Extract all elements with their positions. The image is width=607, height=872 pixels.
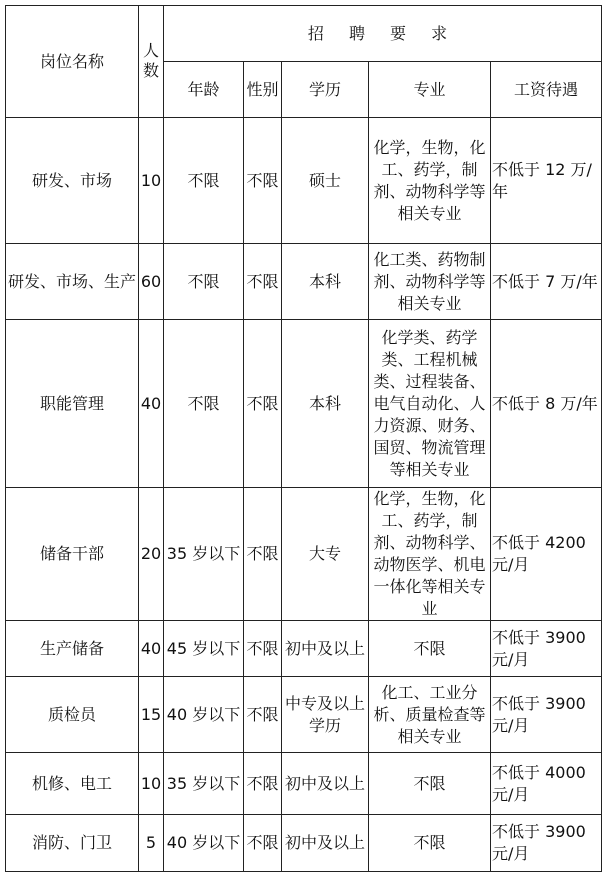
gender-header: 性别 [244, 62, 282, 118]
major-cell: 化学，生物，化工、药学，制剂、动物科学等相关专业 [369, 118, 491, 244]
table-row [6, 677, 602, 753]
age-cell: 35 岁以下 [164, 753, 244, 815]
position-cell: 研发、市场、生产 [6, 244, 139, 320]
salary-cell: 不低于 3900 元/月 [491, 815, 602, 872]
position-cell: 储备干部 [6, 488, 139, 621]
salary-cell: 不低于 4200 元/月 [491, 488, 602, 621]
salary-cell: 不低于 8 万/年 [491, 320, 602, 488]
header-row-top [6, 6, 602, 62]
gender-cell: 不限 [244, 815, 282, 872]
table-row [6, 488, 602, 621]
gender-cell: 不限 [244, 244, 282, 320]
salary-cell: 不低于 12 万/年 [491, 118, 602, 244]
education-cell: 中专及以上学历 [282, 677, 369, 753]
age-cell: 不限 [164, 320, 244, 488]
salary-header: 工资待遇 [491, 62, 602, 118]
salary-cell: 不低于 3900 元/月 [491, 677, 602, 753]
table-row [6, 320, 602, 488]
position-cell: 消防、门卫 [6, 815, 139, 872]
education-cell: 硕士 [282, 118, 369, 244]
position-cell: 机修、电工 [6, 753, 139, 815]
education-cell: 本科 [282, 244, 369, 320]
age-header: 年龄 [164, 62, 244, 118]
age-cell: 不限 [164, 244, 244, 320]
education-cell: 本科 [282, 320, 369, 488]
requirements-header: 招 聘 要 求 [164, 6, 602, 62]
table-row [6, 753, 602, 815]
count-cell: 10 [139, 118, 164, 244]
table-row [6, 118, 602, 244]
major-cell: 不限 [369, 815, 491, 872]
position-cell: 质检员 [6, 677, 139, 753]
gender-cell: 不限 [244, 488, 282, 621]
major-cell: 化工、工业分析、质量检查等相关专业 [369, 677, 491, 753]
major-cell: 不限 [369, 621, 491, 677]
age-cell: 35 岁以下 [164, 488, 244, 621]
education-cell: 大专 [282, 488, 369, 621]
gender-cell: 不限 [244, 118, 282, 244]
gender-cell: 不限 [244, 677, 282, 753]
position-cell: 研发、市场 [6, 118, 139, 244]
salary-cell: 不低于 3900 元/月 [491, 621, 602, 677]
major-header: 专业 [369, 62, 491, 118]
count-cell: 40 [139, 621, 164, 677]
age-cell: 45 岁以下 [164, 621, 244, 677]
education-cell: 初中及以上 [282, 753, 369, 815]
education-cell: 初中及以上 [282, 621, 369, 677]
salary-cell: 不低于 7 万/年 [491, 244, 602, 320]
count-cell: 5 [139, 815, 164, 872]
count-cell: 40 [139, 320, 164, 488]
position-cell: 生产储备 [6, 621, 139, 677]
table-row [6, 621, 602, 677]
count-cell: 60 [139, 244, 164, 320]
age-cell: 不限 [164, 118, 244, 244]
gender-cell: 不限 [244, 621, 282, 677]
headcount-header: 人数 [139, 6, 164, 118]
table-row [6, 244, 602, 320]
table-body [6, 6, 602, 872]
count-cell: 20 [139, 488, 164, 621]
table-row [6, 815, 602, 872]
recruitment-table [5, 5, 602, 872]
salary-cell: 不低于 4000 元/月 [491, 753, 602, 815]
age-cell: 40 岁以下 [164, 677, 244, 753]
major-cell: 化工类、药物制剂、动物科学等相关专业 [369, 244, 491, 320]
education-cell: 初中及以上 [282, 815, 369, 872]
position-header: 岗位名称 [6, 6, 139, 118]
position-cell: 职能管理 [6, 320, 139, 488]
age-cell: 40 岁以下 [164, 815, 244, 872]
major-cell: 不限 [369, 753, 491, 815]
gender-cell: 不限 [244, 753, 282, 815]
count-cell: 15 [139, 677, 164, 753]
gender-cell: 不限 [244, 320, 282, 488]
major-cell: 化学类、药学类、工程机械类、过程装备、电气自动化、人力资源、财务、国贸、物流管理等相关专业 [369, 320, 491, 488]
major-cell: 化学，生物，化工、药学，制剂、动物科学、动物医学、机电一体化等相关专业 [369, 488, 491, 621]
count-cell: 10 [139, 753, 164, 815]
education-header: 学历 [282, 62, 369, 118]
